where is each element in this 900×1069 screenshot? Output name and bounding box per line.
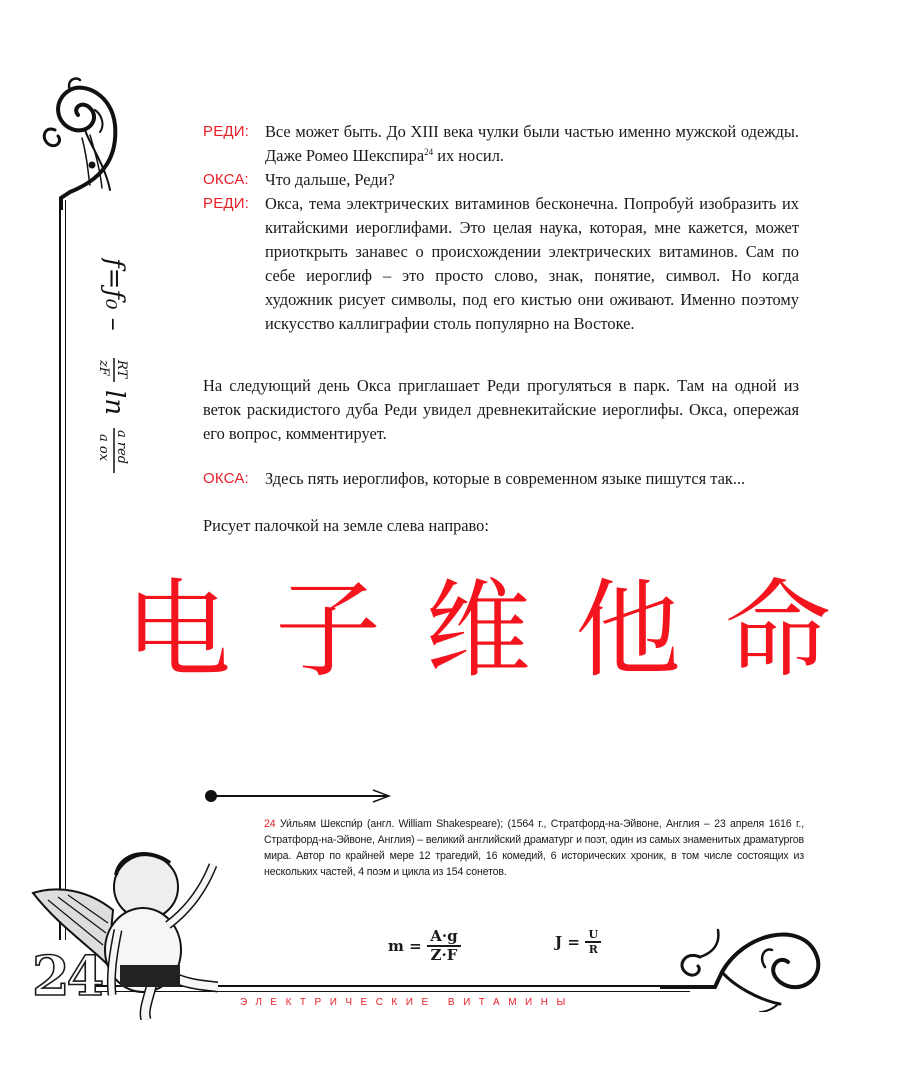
speech-text: Все может быть. До XIII века чулки были частью именно мужской одежды. Даже Ромео Шекспира bbox=[265, 122, 799, 165]
svg-text:a ox: a ox bbox=[96, 434, 111, 462]
svg-text:ƒ=ƒ₀ –: ƒ=ƒ₀ – bbox=[99, 258, 129, 331]
hieroglyph-dian: 电 bbox=[125, 569, 231, 692]
svg-text:a red: a red bbox=[114, 430, 129, 465]
narration-paragraph-2: Рисует палочкой на земле слева направо: bbox=[203, 516, 489, 535]
formula-current bbox=[555, 928, 601, 956]
speaker-label: ОКСА: bbox=[203, 171, 249, 188]
dialogue-block-1 bbox=[203, 120, 799, 336]
page-number: 24 bbox=[32, 944, 102, 1008]
formula-current-fraction bbox=[585, 928, 601, 956]
speech-line bbox=[203, 168, 799, 192]
formula-current-lhs: J = bbox=[555, 933, 580, 951]
formula-current-denominator: R bbox=[588, 943, 598, 956]
footnote-number: 24 bbox=[264, 818, 276, 830]
svg-text:RT: RT bbox=[114, 360, 129, 379]
formula-mass-fraction bbox=[427, 928, 460, 964]
narration-paragraph-1: На следующий день Окса приглашает Реди прогуляться в парк. Там на одной из веток раскидистого дуба Реди увидел древнекитайские иероглифы. Окса, опережая его вопрос, комментирует. bbox=[203, 376, 799, 443]
nernst-equation-icon bbox=[60, 258, 140, 518]
formula-mass-numerator: A·g bbox=[427, 928, 460, 947]
svg-text:ln: ln bbox=[99, 390, 129, 416]
speaker-label: РЕДИ: bbox=[203, 195, 250, 212]
formula-mass-denominator: Z·F bbox=[430, 946, 458, 964]
formula-mass-lhs: m = bbox=[388, 937, 422, 955]
footnote-24 bbox=[264, 816, 804, 880]
formula-mass bbox=[388, 928, 461, 964]
formula-current-numerator: U bbox=[585, 928, 601, 943]
bottom-right-scroll-ornament bbox=[660, 912, 830, 1012]
hieroglyph-ta: 他 bbox=[575, 569, 681, 692]
speech-line bbox=[203, 467, 799, 491]
footnote-reference[interactable]: 24 bbox=[424, 147, 434, 157]
top-left-scroll-ornament bbox=[30, 70, 140, 210]
svg-text:zF: zF bbox=[96, 360, 111, 376]
hieroglyph-ming: 命 bbox=[725, 569, 831, 692]
speaker-label: ОКСА: bbox=[203, 470, 249, 487]
footnote-text: Уи́льям Шекспи́р (англ. William Shakespeare); (1564 г., Стратфорд-на-Эйвоне, Англия – 23 апреля 1616 г., Стратфорд-на-Эйвоне, Англия) – великий английский драматург и поэт, один из самых знаменитых драматургов мира. Автор по крайней мере 12 трагедий, 16 комедий, 6 исторических хроник, в том числе состоящих из нескольких частей, 4 поэм и цикла из 154 сонетов. bbox=[264, 818, 804, 878]
speech-line bbox=[203, 120, 799, 168]
decorative-arrow-icon bbox=[203, 788, 393, 804]
dialogue-block-2 bbox=[203, 467, 799, 491]
speech-text: Окса, тема электрических витаминов бесконечна. Попробуй изобразить их китайскими иероглифами. Это целая наука, которая, мне кажется, может приоткрыть занавес о происхождении электрических витаминов. Сам по себе иероглиф – это просто слово, знак, понятие, символ. Но когда художник рисует символы, под его кистью они оживают. Именно поэтому искусство каллиграфии столь популярно на Востоке. bbox=[265, 194, 799, 333]
hieroglyph-row bbox=[118, 569, 838, 692]
running-title: ЭЛЕКТРИЧЕСКИЕ ВИТАМИНЫ bbox=[240, 997, 574, 1008]
speech-text-cont: их носил. bbox=[433, 146, 504, 165]
speech-line bbox=[203, 192, 799, 336]
side-formula-nernst bbox=[60, 258, 140, 518]
hieroglyph-zi: 子 bbox=[275, 569, 381, 692]
hieroglyph-wei: 维 bbox=[425, 569, 531, 692]
speech-text: Здесь пять иероглифов, которые в современном языке пишутся так... bbox=[265, 469, 746, 488]
speech-text: Что дальше, Реди? bbox=[265, 170, 395, 189]
speaker-label: РЕДИ: bbox=[203, 123, 250, 140]
